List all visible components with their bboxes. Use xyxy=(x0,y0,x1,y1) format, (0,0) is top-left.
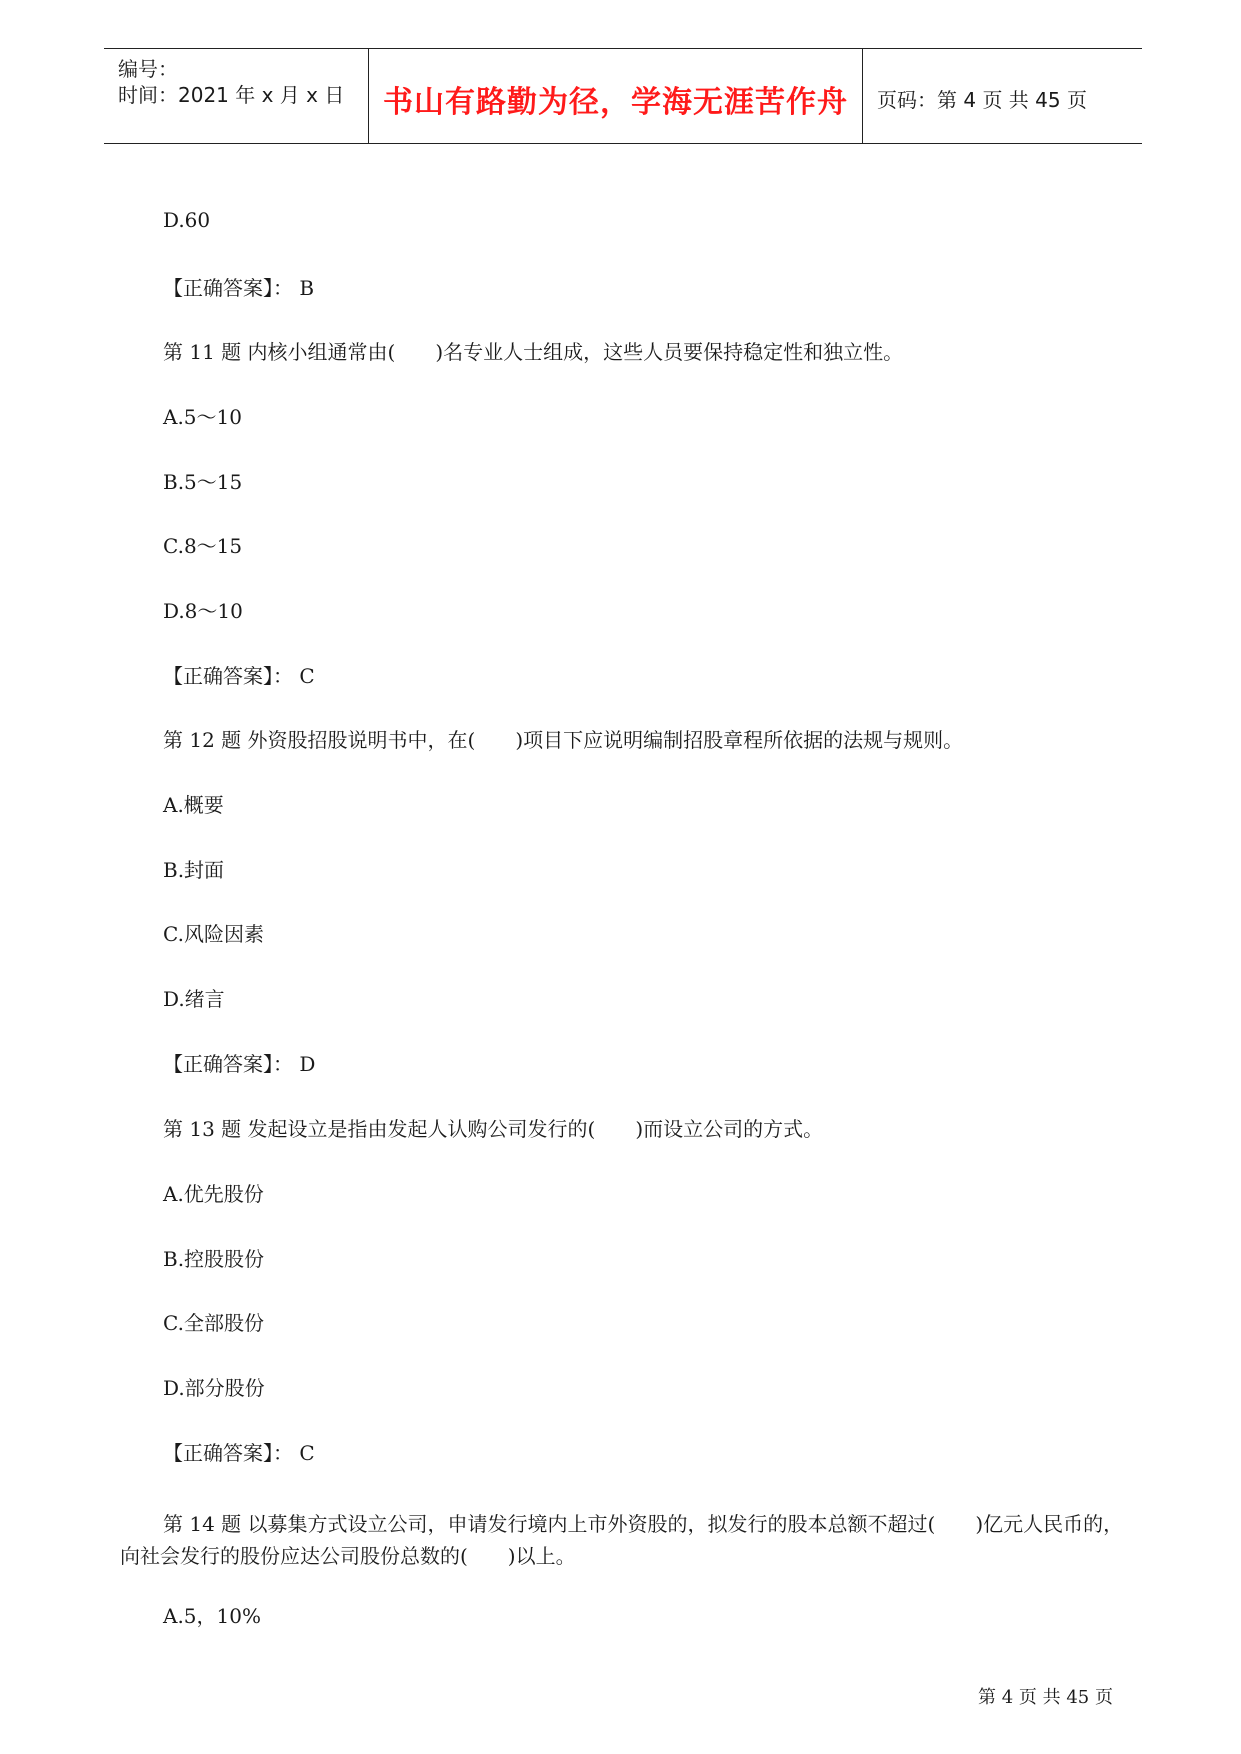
correct-answer: 【正确答案】： B xyxy=(163,276,315,300)
correct-answer: 【正确答案】： C xyxy=(163,664,315,688)
option-c: C.8～15 xyxy=(163,534,243,558)
option-a: A.5～10 xyxy=(163,405,242,429)
number-label: 编号： xyxy=(118,57,178,81)
option-a: A.概要 xyxy=(163,793,224,817)
correct-answer: 【正确答案】： D xyxy=(163,1052,316,1076)
option-a: A.优先股份 xyxy=(163,1182,264,1206)
option-b: B.控股股份 xyxy=(163,1247,265,1271)
option-d: D.绪言 xyxy=(163,987,225,1011)
question-14-text: 第 14 题 以募集方式设立公司，申请发行境内上市外资股的，拟发行的股本总额不超过( )亿元人民币的，向社会发行的股份应达公司股份总数的( )以上。 xyxy=(120,1512,1124,1568)
header-meta-cell xyxy=(104,49,369,143)
correct-answer: 【正确答案】： C xyxy=(163,1441,315,1465)
option-d: D.60 xyxy=(163,208,211,232)
option-b: B.5～15 xyxy=(163,470,243,494)
option-a: A.5，10% xyxy=(163,1604,261,1628)
question-13: 第 13 题 发起设立是指由发起人认购公司发行的( )而设立公司的方式。 xyxy=(163,1117,824,1141)
option-b: B.封面 xyxy=(163,858,225,882)
page-header xyxy=(104,48,1142,144)
header-page-cell xyxy=(863,49,1142,143)
header-motto-cell xyxy=(369,49,863,143)
option-c: C.全部股份 xyxy=(163,1311,264,1335)
header-page-info: 页码：第 4 页 共 45 页 xyxy=(877,88,1087,112)
option-d: D.8～10 xyxy=(163,599,243,623)
question-11: 第 11 题 内核小组通常由( )名专业人士组成，这些人员要保持稳定性和独立性。 xyxy=(163,340,904,364)
time-label: 时间：2021 年 x 月 x 日 xyxy=(118,83,345,107)
question-12: 第 12 题 外资股招股说明书中，在( )项目下应说明编制招股章程所依据的法规与规则。 xyxy=(163,728,964,752)
page-footer: 第 4 页 共 45 页 xyxy=(978,1687,1113,1708)
option-d: D.部分股份 xyxy=(163,1376,265,1400)
question-14 xyxy=(120,1508,1130,1572)
motto: 书山有路勤为径，学海无涯苦作舟 xyxy=(383,85,848,120)
option-c: C.风险因素 xyxy=(163,922,264,946)
